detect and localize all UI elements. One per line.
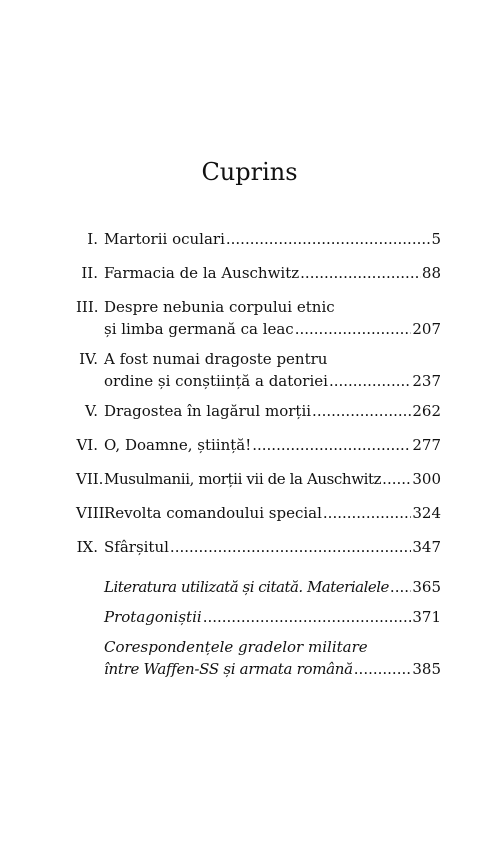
page-number: 262 [412,402,441,420]
page-number: 277 [412,436,441,454]
page-number: 237 [412,372,441,390]
chapter-number: V. [85,402,98,420]
chapter-number: I. [87,230,98,248]
chapter-title: și limba germană ca leac [104,320,294,338]
dot-leader [329,370,411,392]
chapter-number: VIII. [76,504,110,522]
toc-entry-7[interactable] [76,468,441,490]
page-number: 207 [412,320,441,338]
dot-leader [312,400,411,422]
toc-appendix-literature[interactable] [104,576,441,598]
page-number: 371 [412,608,441,626]
dot-leader [354,658,412,680]
toc-entry-4[interactable] [76,348,441,392]
chapter-title: Sfârșitul [104,538,169,556]
dot-leader [390,576,411,598]
toc-appendix-protagonists[interactable] [104,606,441,628]
chapter-title-line: A fost numai dragoste pentru [104,350,328,368]
dot-leader [295,318,412,340]
toc-entry-9[interactable] [76,536,441,558]
dot-leader [252,434,411,456]
dot-leader [300,262,421,284]
page-title: Cuprins [201,158,298,186]
chapter-title: O, Doamne, știință! [104,436,252,454]
page-number: 300 [412,470,441,488]
chapter-title: Musulmanii, morții vii de la Auschwitz [104,470,382,488]
dot-leader [226,228,431,250]
dot-leader [203,606,412,628]
chapter-number: II. [81,264,98,282]
appendix-title: Protagoniștii [104,608,202,626]
appendix-title-line: Corespondențele gradelor militare [104,638,368,656]
chapter-number: IX. [76,538,98,556]
toc-entry-8[interactable] [76,502,441,524]
chapter-title: ordine și conștiință a datoriei [104,372,328,390]
appendix-title: Literatura utilizată și citată. Materialele [104,578,389,596]
chapter-number: VI. [76,436,98,454]
chapter-title: Revolta comandoului special [104,504,322,522]
dot-leader [323,502,411,524]
toc-entry-2[interactable] [76,262,441,284]
page-number: 385 [412,660,441,678]
page-number: 5 [431,230,441,248]
chapter-title: Farmacia de la Auschwitz [104,264,300,282]
chapter-title: Martorii oculari [104,230,225,248]
chapter-number: III. [76,298,99,316]
dot-leader [382,468,411,490]
page-number: 324 [412,504,441,522]
toc-entry-3[interactable] [76,296,441,340]
toc-entry-5[interactable] [76,400,441,422]
chapter-number: IV. [79,350,98,368]
chapter-title: Dragostea în lagărul morții [104,402,312,420]
toc-entry-1[interactable] [76,228,441,250]
page-number: 347 [412,538,441,556]
page-number: 88 [421,264,441,282]
chapter-title-line: Despre nebunia corpului etnic [104,298,335,316]
chapter-number: VII. [76,470,104,488]
toc-entry-6[interactable] [76,434,441,456]
page-number: 365 [412,578,441,596]
dot-leader [170,536,411,558]
appendix-title: între Waffen-SS și armata română [104,660,353,678]
toc-appendix-ranks[interactable] [104,636,441,680]
